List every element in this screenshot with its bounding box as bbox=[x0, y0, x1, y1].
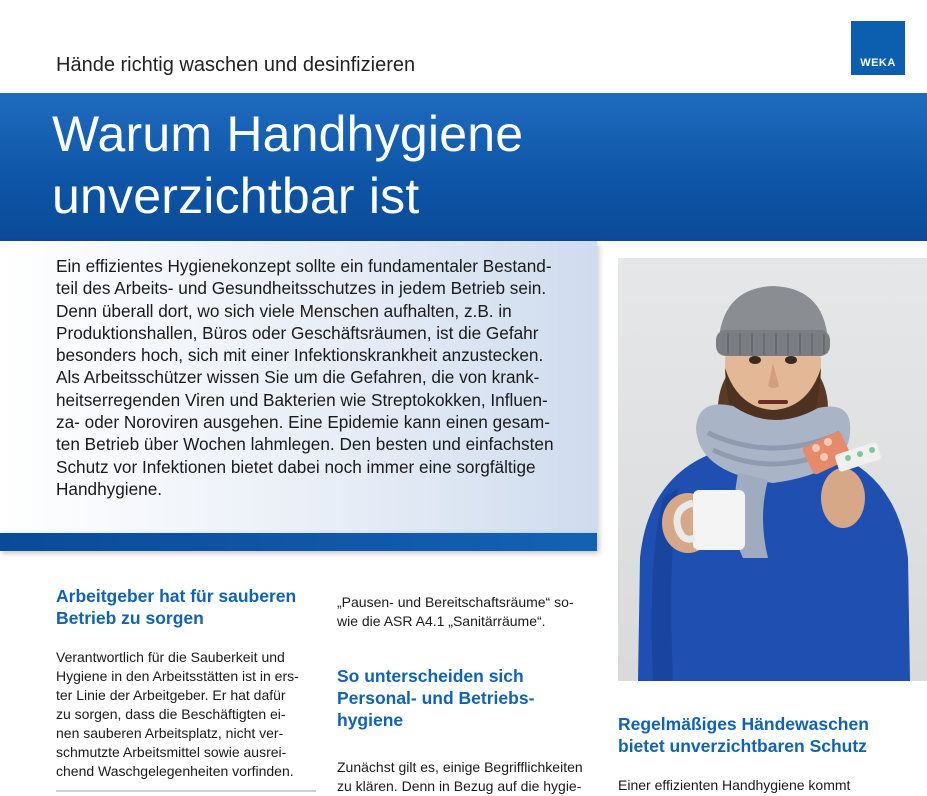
text-line: schmutzte Arbeitsmittel sowie ausrei- bbox=[56, 744, 287, 760]
text-line: Verantwortlich für die Sauberkeit und bbox=[56, 649, 285, 665]
logo-text: WEKA bbox=[860, 57, 896, 69]
sick-man-illustration bbox=[618, 258, 927, 681]
heading-line: So unterscheiden sich bbox=[337, 666, 524, 686]
intro-box-bottom-bar bbox=[0, 533, 597, 551]
text-line: nen sauberen Arbeitsplatz, nicht ver- bbox=[56, 725, 284, 741]
heading-line: Betrieb zu sorgen bbox=[56, 608, 204, 628]
intro-line: Produktionshallen, Büros oder Geschäftsräumen, ist die Gefahr bbox=[56, 322, 539, 343]
title-banner bbox=[0, 93, 927, 241]
hygiene-types-paragraph bbox=[337, 758, 602, 796]
intro-line: Ein effizientes Hygienekonzept sollte ein fundamentaler Bestand- bbox=[56, 256, 552, 276]
sick-man-photo bbox=[618, 258, 927, 681]
employer-paragraph bbox=[56, 648, 321, 781]
column-divider bbox=[56, 790, 316, 792]
intro-line: heitserregenden Viren und Bakterien wie Streptokokken, Influen- bbox=[56, 389, 548, 410]
text-line: Einer effizienten Handhygiene kommt bbox=[618, 777, 851, 793]
title-line-2: unverzichtbar ist bbox=[52, 168, 420, 224]
intro-line: Denn überall dort, wo sich viele Menschen aufhalten, z.B. in bbox=[56, 300, 512, 321]
intro-paragraph bbox=[56, 255, 590, 500]
intro-line: Schutz vor Infektionen bietet dabei noch immer eine sorgfältige bbox=[56, 456, 536, 477]
section-heading-hygiene-types bbox=[337, 665, 597, 731]
title-line-1: Warum Handhygiene bbox=[52, 106, 524, 162]
text-line: chend Waschgelegenheiten vorfinden. bbox=[56, 763, 294, 779]
handwashing-paragraph bbox=[618, 776, 918, 795]
text-line: Hygiene in den Arbeitsstätten ist in ers- bbox=[56, 668, 299, 684]
intro-line: Als Arbeitsschützer wissen Sie um die Gefahren, die von krank- bbox=[56, 367, 540, 388]
heading-line: bietet unverzichtbaren Schutz bbox=[618, 736, 867, 756]
text-line: wie die ASR A4.1 „Sanitärräume“. bbox=[337, 613, 546, 629]
heading-line: hygiene bbox=[337, 710, 404, 730]
section-heading-employer bbox=[56, 585, 316, 629]
page-title bbox=[52, 103, 523, 227]
intro-line: Handhygiene. bbox=[56, 478, 163, 499]
section-heading-handwashing bbox=[618, 713, 918, 757]
weka-logo bbox=[851, 21, 905, 75]
text-line: Zunächst gilt es, einige Begrifflichkeiten bbox=[337, 759, 583, 775]
heading-line: Regelmäßiges Händewaschen bbox=[618, 714, 869, 734]
heading-line: Arbeitgeber hat für sauberen bbox=[56, 586, 297, 606]
intro-line: za- oder Noroviren ausgehen. Eine Epidemie kann einen gesam- bbox=[56, 412, 550, 433]
text-line: zu sorgen, dass die Beschäftigten ei- bbox=[56, 706, 286, 722]
text-line: „Pausen- und Bereitschaftsräume“ so- bbox=[337, 594, 574, 610]
text-line: ter Linie der Arbeitgeber. Er hat dafür bbox=[56, 687, 286, 703]
intro-line: teil des Arbeits- und Gesundheitsschutzes in jedem Betrieb sein. bbox=[56, 278, 547, 299]
heading-line: Personal- und Betriebs- bbox=[337, 688, 535, 708]
text-line: zu klären. Denn in Bezug auf die hygie- bbox=[337, 778, 582, 794]
intro-line: besonders hoch, sich mit einer Infektionskrankheit anzustecken. bbox=[56, 345, 544, 366]
document-subtitle: Hände richtig waschen und desinfizieren bbox=[56, 54, 416, 76]
intro-line: ten Betrieb über Wochen lahmlegen. Den besten und einfachsten bbox=[56, 434, 554, 455]
asr-continuation bbox=[337, 593, 602, 631]
